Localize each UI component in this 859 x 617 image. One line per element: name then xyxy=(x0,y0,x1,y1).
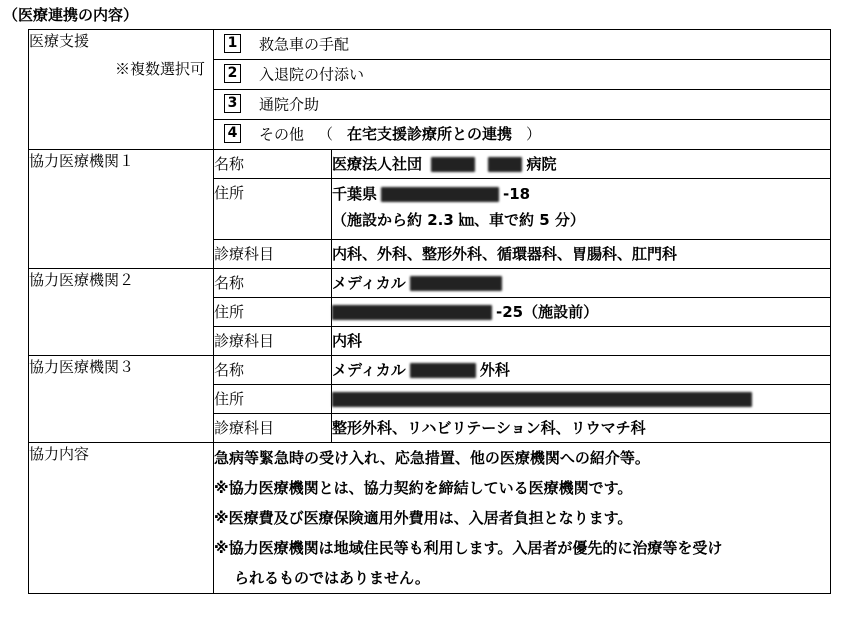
cooperation-line: ※協力医療機関は地域住民等も利用します。入居者が優先的に治療等を受け xyxy=(214,539,723,557)
dept-label: 診療科目 xyxy=(214,240,332,269)
option-text: その他 xyxy=(259,125,305,144)
support-sublabel: ※複数選択可 xyxy=(114,60,205,78)
medical-cooperation-table xyxy=(28,29,831,594)
name-prefix: 医療法人社団 xyxy=(332,155,423,173)
address-suffix: -25（施設前） xyxy=(496,303,599,321)
name-prefix: メディカル xyxy=(332,274,406,292)
institution-2-depts: 内科 xyxy=(332,327,831,356)
option-detail: 在宅支援診療所との連携 xyxy=(347,125,513,143)
redacted-block xyxy=(381,187,499,202)
paren-close: ） xyxy=(526,125,542,143)
institution-3-depts: 整形外科、リハビリテーション科、リウマチ科 xyxy=(332,414,831,443)
option-number-box: 4 xyxy=(224,124,241,143)
section-heading: （医療連携の内容） xyxy=(3,6,139,24)
address-note: （施設から約 2.3 ㎞、車で約 5 分） xyxy=(332,211,585,229)
institution-1-address xyxy=(332,179,831,240)
address-suffix: -18 xyxy=(503,185,531,203)
option-number-box: 2 xyxy=(224,64,241,83)
name-label: 名称 xyxy=(214,356,332,385)
cooperation-content xyxy=(214,443,831,594)
cooperation-row xyxy=(29,443,831,594)
address-label: 住所 xyxy=(214,298,332,327)
redacted-block xyxy=(410,276,502,291)
institution-2-address xyxy=(332,298,831,327)
support-category-cell xyxy=(29,30,214,150)
cooperation-line: 急病等緊急時の受け入れ、応急措置、他の医療機関への紹介等。 xyxy=(214,449,650,467)
cooperation-line: ※医療費及び医療保険適用外費用は、入居者負担となります。 xyxy=(214,509,633,527)
institution-1-depts: 内科、外科、整形外科、循環器科、胃腸科、肛門科 xyxy=(332,240,831,269)
address-prefix: 千葉県 xyxy=(332,185,378,203)
option-number-box: 1 xyxy=(224,34,241,53)
support-option-1 xyxy=(214,30,830,60)
support-option-4 xyxy=(214,120,830,149)
cooperation-label: 協力内容 xyxy=(29,443,214,594)
address-label: 住所 xyxy=(214,385,332,414)
institution-2-label: 協力医療機関２ xyxy=(29,269,214,356)
support-row xyxy=(29,30,831,150)
institution-2-name xyxy=(332,269,831,298)
institution-1-name xyxy=(332,150,831,179)
address-label: 住所 xyxy=(214,179,332,240)
cooperation-continuation: られるものではありません。 xyxy=(234,569,430,587)
redacted-block xyxy=(332,305,492,320)
name-label: 名称 xyxy=(214,269,332,298)
support-option-2 xyxy=(214,60,830,90)
institution-3-name-row xyxy=(29,356,831,385)
option-text: 入退院の付添い xyxy=(259,65,365,84)
name-suffix: 病院 xyxy=(526,155,557,173)
support-label: 医療支援 xyxy=(29,32,90,50)
support-options-cell xyxy=(214,30,831,150)
option-number-box: 3 xyxy=(224,94,241,113)
name-prefix: メディカル xyxy=(332,361,406,379)
dept-label: 診療科目 xyxy=(214,414,332,443)
institution-3-address xyxy=(332,385,831,414)
dept-label: 診療科目 xyxy=(214,327,332,356)
option-text: 通院介助 xyxy=(259,95,320,114)
institution-1-name-row xyxy=(29,150,831,179)
name-label: 名称 xyxy=(214,150,332,179)
cooperation-line: ※協力医療機関とは、協力契約を締結している医療機関です。 xyxy=(214,479,633,497)
support-option-3 xyxy=(214,90,830,120)
name-suffix: 外科 xyxy=(479,361,510,379)
paren-open: （ xyxy=(318,125,334,143)
redacted-block xyxy=(332,392,752,407)
institution-3-label: 協力医療機関３ xyxy=(29,356,214,443)
option-text: 救急車の手配 xyxy=(259,35,350,54)
institution-1-label: 協力医療機関１ xyxy=(29,150,214,269)
redacted-block xyxy=(410,363,476,378)
redacted-block xyxy=(431,157,475,172)
institution-2-name-row xyxy=(29,269,831,298)
redacted-block xyxy=(488,157,522,172)
institution-3-name xyxy=(332,356,831,385)
